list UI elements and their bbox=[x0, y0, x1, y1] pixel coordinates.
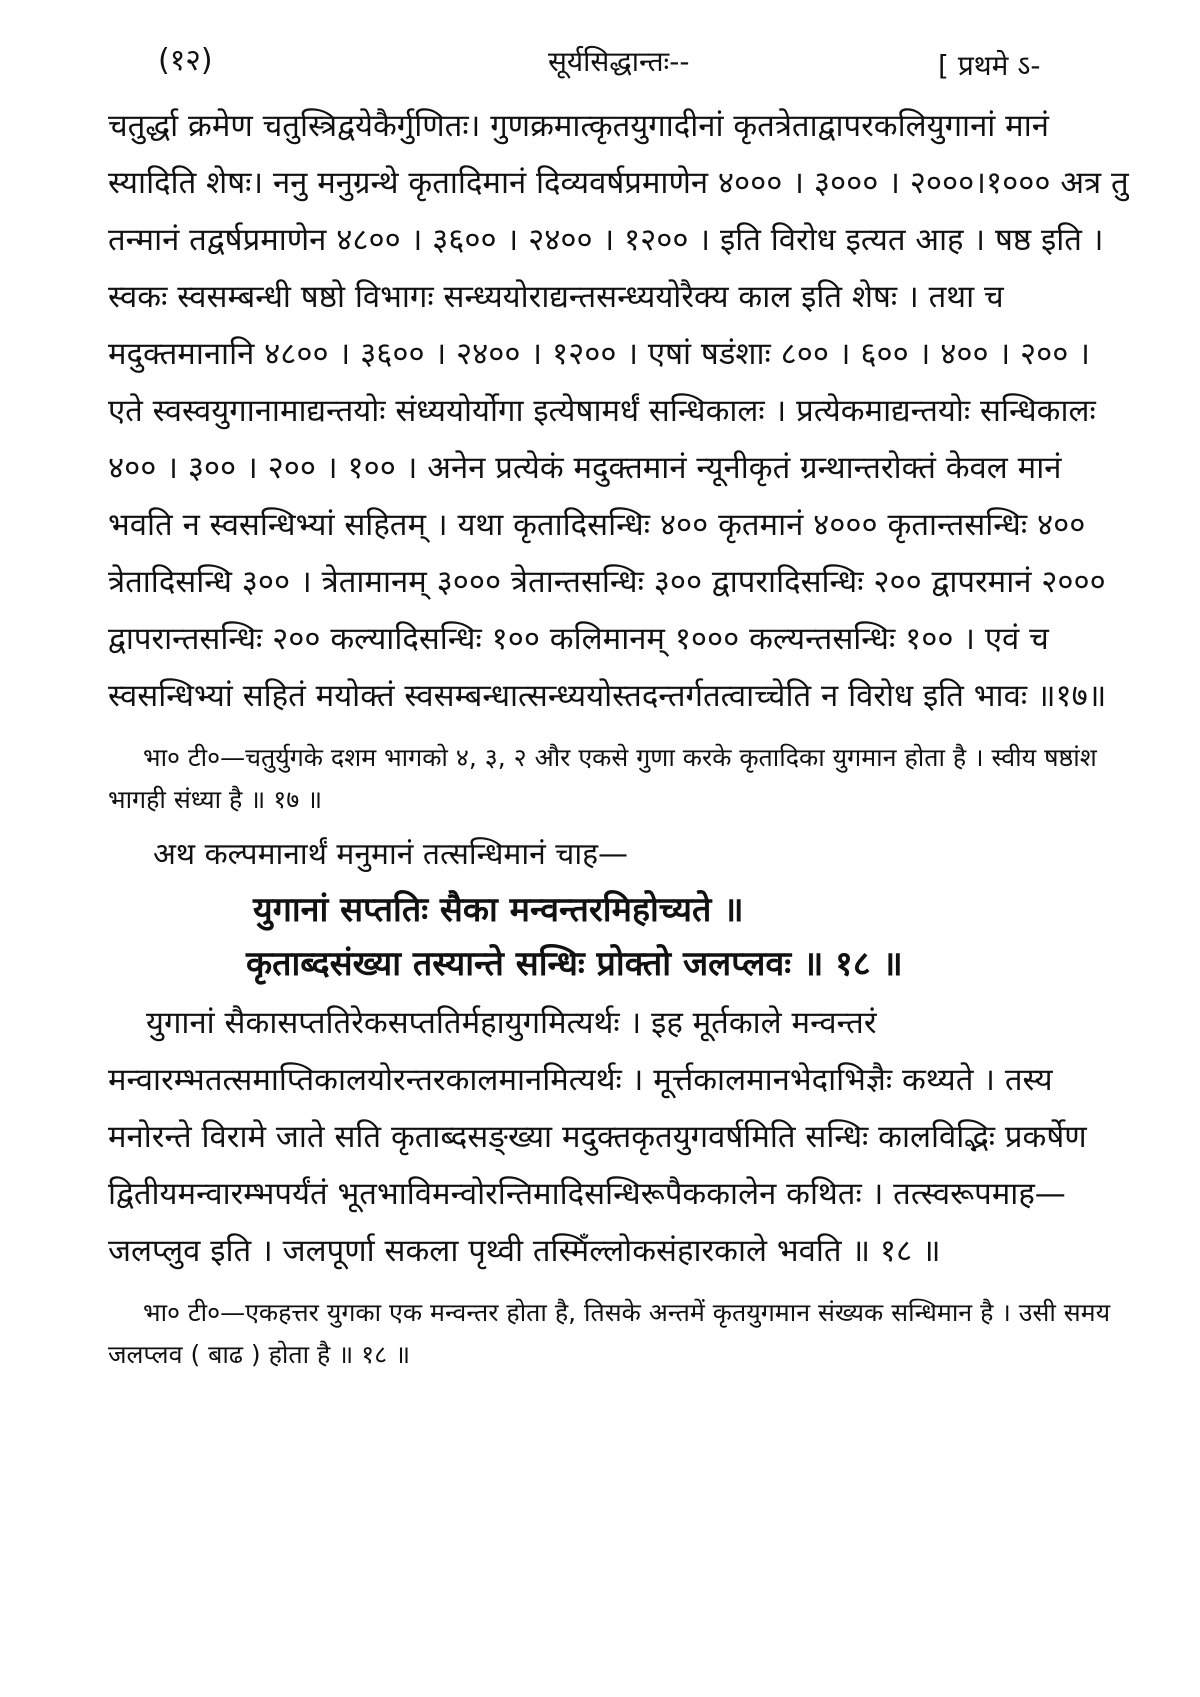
verse-18-line-2: कृताब्दसंख्या तस्यान्ते सन्धिः प्रोक्तो जलप्लवः ॥ १८ ॥ bbox=[246, 944, 903, 984]
page-body bbox=[108, 98, 1130, 1376]
verse-18-line-1: युगानां सप्ततिः सैका मन्वन्तरमिहोच्यते ॥ bbox=[253, 890, 744, 930]
hindi-commentary-17: भा० टी०—चतुर्युगके दशम भागको ४, ३, २ और एकसे गुणा करके कृतादिका युगमान होता है । स्वीय षष्ठांश भागही संध्या है ॥ १७ ॥ bbox=[108, 743, 1097, 814]
sanskrit-commentary-18: युगानां सैकासप्ततिरेकसप्ततिर्महायुगमित्यर्थः । इह मूर्तकाले मन्वन्तरं मन्वारम्भतत्समाप्तिकालयोरन्तरकालमानमित्यर्थः । मूर्त्तकालमानभेदाभिज्ञैः कथ्यते । तस्य मनोरन्ते विरामे जाते सति कृताब्दसङ्ख्या मदुक्तकृतयुगवर्षमिति सन्धिः कालविद्भिः प्रकर्षेण द्वितीयमन्वारम्भपर्यंतं भूतभाविमन्वोरन्तिमादिसन्धिरूपैककालेन कथितः । तत्स्वरूपमाह—जलप्लुव इति । जलपूर्णा सकला पृथ्वी तस्मिँल्लोकसंहारकाले भवति ॥ १८ ॥ bbox=[108, 1005, 1087, 1269]
page-number: (१२) bbox=[158, 43, 213, 78]
chapter-label: [ प्रथमे ऽ- bbox=[938, 49, 1041, 82]
sanskrit-commentary-17: चतुर्द्धा क्रमेण चतुस्त्रिद्वयेकैर्गुणितः। गुणक्रमात्कृतयुगादीनां कृतत्रेताद्वापरकलियुगानां मानं स्यादिति शेषः। ननु मनुग्रन्थे कृतादिमानं दिव्यवर्षप्रमाणेन ४००० । ३००० । २०००।१००० अत्र तु तन्मानं तद्वर्षप्रमाणेन ४८०० । ३६०० । २४०० । १२०० । इति विरोध इत्यत आह । षष्ठ इति । स्वकः स्वसम्बन्धी षष्ठो विभागः सन्ध्ययोराद्यन्तसन्ध्ययोरैक्य काल इति शेषः । तथा च मदुक्तमानानि ४८०० । ३६०० । २४०० । १२०० । एषां षडंशाः ८०० । ६०० । ४०० । २०० । एते स्वस्वयुगानामाद्यन्तयोः संध्ययोर्योगा इत्येषामर्धं सन्धिकालः । प्रत्येकमाद्यन्तयोः सन्धिकालः ४०० । ३०० । २०० । १०० । अनेन प्रत्येकं मदुक्तमानं न्यूनीकृतं ग्रन्थान्तरोक्तं केवल मानं भवति न स्वसन्धिभ्यां सहितम् । यथा कृतादिसन्धिः ४०० कृतमानं ४००० कृतान्तसन्धिः ४०० त्रेतादिसन्धि ३०० । त्रेतामानम् ३००० त्रेतान्तसन्धिः ३०० द्वापरादिसन्धिः २०० द्वापरमानं २००० द्वापरान्तसन्धिः २०० कल्यादिसन्धिः १०० कलिमानम् १००० कल्यन्तसन्धिः १०० । एवं च स्वसन्धिभ्यां सहितं मयोक्तं स्वसम्बन्धात्सन्ध्ययोस्तदन्तर्गतत्वाच्चेति न विरोध इति भावः ॥१७॥ bbox=[108, 108, 1129, 714]
hindi-commentary-18: भा० टी०—एकहत्तर युगका एक मन्वन्तर होता है, तिसके अन्तमें कृतयुगमान संख्यक सन्धिमान है । उसी समय जलप्लव ( बाढ ) होता है ॥ १८ ॥ bbox=[108, 1298, 1111, 1369]
verse-introduction-18: अथ कल्पमानार्थं मनुमानं तत्सन्धिमानं चाह— bbox=[153, 837, 629, 872]
page-header bbox=[108, 38, 1130, 98]
running-title: सूर्यसिद्धान्तः-- bbox=[548, 45, 690, 78]
